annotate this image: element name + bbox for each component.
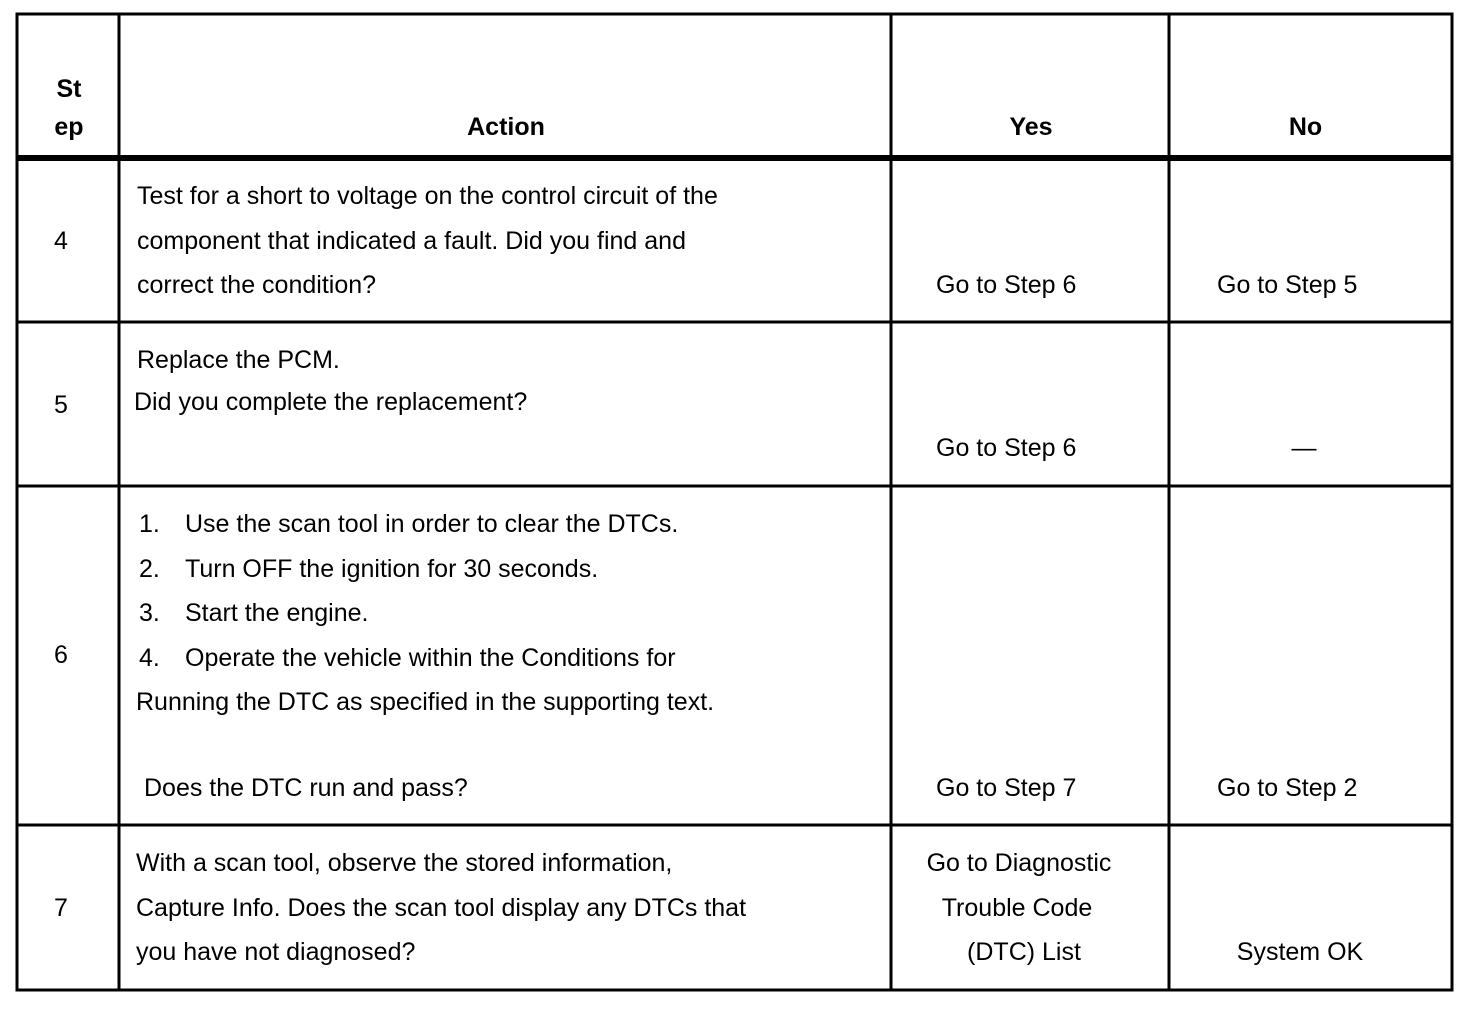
list-text: Use the scan tool in order to clear the DTCs.: [185, 510, 679, 538]
list-text: Start the engine.: [185, 599, 369, 627]
yes-result: Go to Step 6: [936, 271, 1077, 299]
action-line: Running the DTC as specified in the supporting text.: [136, 688, 715, 716]
list-number: 4.: [139, 644, 160, 672]
step-number: 4: [54, 227, 68, 255]
header-step: [19, 74, 119, 142]
list-item: [139, 598, 368, 628]
step-number: 7: [54, 894, 68, 922]
yes-result: Go to Step 6: [936, 434, 1077, 462]
action-line: correct the condition?: [137, 271, 377, 299]
list-number: 1.: [139, 510, 160, 538]
yes-result-line: (DTC) List: [967, 938, 1081, 966]
action-line: Test for a short to voltage on the control circuit of the: [137, 182, 718, 210]
no-result: —: [1291, 434, 1317, 462]
yes-result-line: Trouble Code: [941, 894, 1093, 922]
no-result: Go to Step 5: [1217, 271, 1358, 299]
action-line: component that indicated a fault. Did you find and: [137, 227, 686, 255]
header-no: No: [1288, 113, 1323, 141]
action-line: With a scan tool, observe the stored information,: [136, 849, 673, 877]
yes-result: Go to Step 7: [936, 774, 1077, 802]
action-line: Replace the PCM.: [137, 346, 340, 374]
list-item: [139, 509, 678, 539]
action-line: Capture Info. Does the scan tool display any DTCs that: [136, 894, 747, 922]
header-action: Action: [467, 113, 545, 141]
list-text: Operate the vehicle within the Conditions for: [185, 644, 676, 672]
list-item: [139, 554, 598, 584]
no-result: Go to Step 2: [1217, 774, 1358, 802]
header-yes: Yes: [1009, 113, 1053, 141]
list-number: 2.: [139, 555, 160, 583]
yes-result-line: Go to Diagnostic: [926, 849, 1112, 877]
list-text: Turn OFF the ignition for 30 seconds.: [185, 555, 599, 583]
no-result: System OK: [1236, 938, 1364, 966]
action-question: Does the DTC run and pass?: [144, 774, 468, 802]
list-item: [139, 643, 676, 673]
action-line: you have not diagnosed?: [136, 938, 416, 966]
list-number: 3.: [139, 599, 160, 627]
header-step-line1: St: [56, 75, 82, 103]
header-step-line2: ep: [54, 113, 84, 141]
step-number: 5: [54, 391, 68, 419]
action-line: Did you complete the replacement?: [134, 388, 528, 416]
step-number: 6: [54, 641, 68, 669]
